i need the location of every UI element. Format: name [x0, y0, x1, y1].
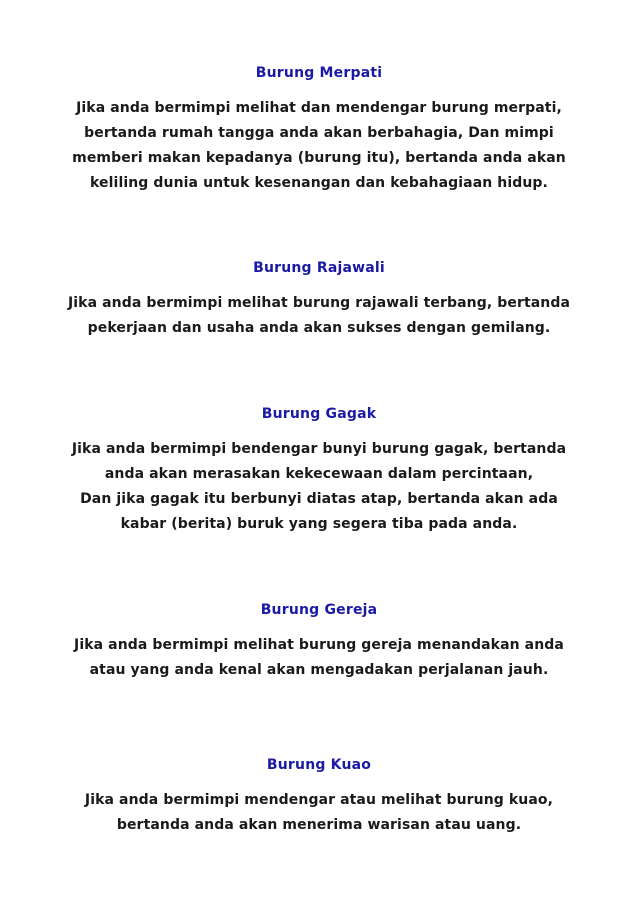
entry-description: [50, 96, 588, 196]
entry-burung-merpati: [50, 64, 588, 196]
text-line: Dan jika gagak itu berbunyi diatas atap, bertanda akan ada: [80, 491, 558, 507]
text-line: atau yang anda kenal akan mengadakan perjalanan jauh.: [89, 662, 549, 678]
text-line: Jika anda bermimpi melihat dan mendengar burung merpati,: [76, 100, 562, 116]
entry-description: [50, 788, 588, 838]
text-line: bertanda anda akan menerima warisan atau uang.: [116, 817, 522, 833]
entry-burung-gagak: [50, 405, 588, 537]
entry-description: [50, 633, 588, 683]
text-line: pekerjaan dan usaha anda akan sukses dengan gemilang.: [87, 320, 551, 336]
text-line: Jika anda bermimpi melihat burung rajawali terbang, bertanda: [67, 295, 571, 311]
text-line: anda akan merasakan kekecewaan dalam percintaan,: [104, 466, 534, 482]
entry-description: [50, 437, 588, 537]
entry-title: Burung Gereja: [260, 602, 378, 618]
text-line: Jika anda bermimpi melihat burung gereja menandakan anda: [74, 637, 564, 653]
text-line: kabar (berita) buruk yang segera tiba pada anda.: [120, 516, 518, 532]
entry-burung-rajawali: [50, 259, 588, 341]
text-line: bertanda rumah tangga anda akan berbahagia, Dan mimpi: [84, 125, 554, 141]
entry-burung-kuao: [50, 756, 588, 838]
text-line: keliling dunia untuk kesenangan dan kebahagiaan hidup.: [90, 175, 548, 191]
entry-title: Burung Kuao: [266, 757, 372, 773]
text-line: Jika anda bermimpi mendengar atau melihat burung kuao,: [84, 792, 554, 808]
entry-title: Burung Merpati: [255, 65, 383, 81]
entry-title: Burung Gagak: [261, 406, 377, 422]
text-line: memberi makan kepadanya (burung itu), bertanda anda akan: [72, 150, 566, 166]
entry-description: [50, 291, 588, 341]
text-line: Jika anda bermimpi bendengar bunyi burung gagak, bertanda: [71, 441, 567, 457]
entry-title: Burung Rajawali: [253, 260, 385, 276]
entry-burung-gereja: [50, 601, 588, 683]
